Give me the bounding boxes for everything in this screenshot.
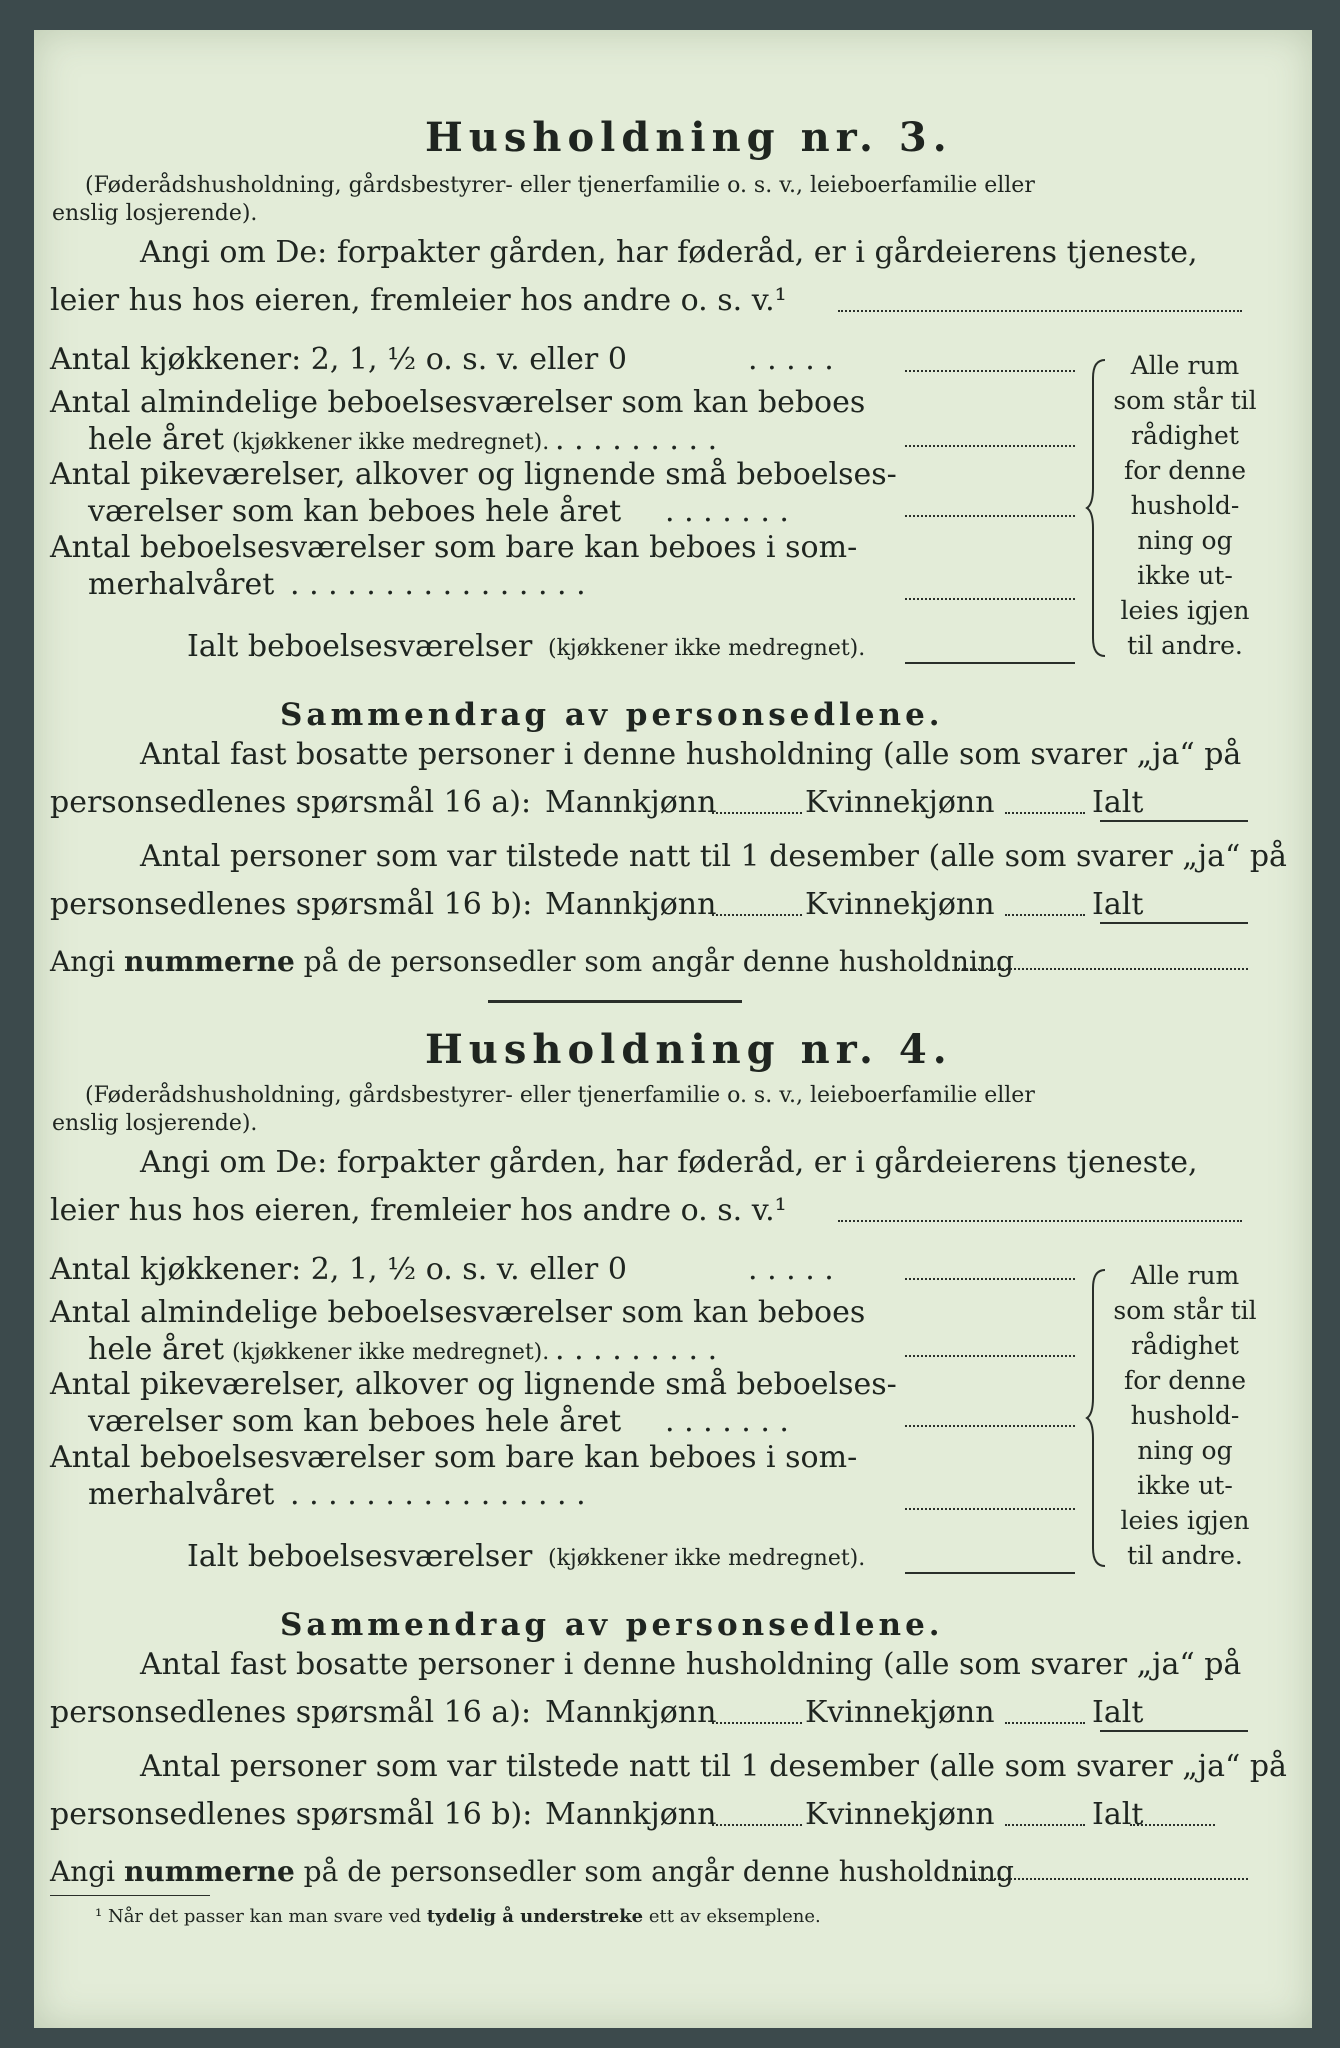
household-type-note-cont: enslig losjerende). [52, 201, 258, 226]
fixed-female-answer-line [1005, 812, 1085, 814]
footnote-divider [50, 1895, 210, 1896]
footnote: ¹ Når det passer kan man svare ved tydelig å understreke ett av eksemplene. [95, 1906, 821, 1927]
present-male-answer-line [712, 914, 802, 916]
slip-numbers-label: Angi nummerne på de personsedler som angår denne husholdning [50, 1855, 1014, 1888]
census-form-page: Husholdning nr. 3. (Føderådshusholdning, gårdsbestyrer- eller tjenerfamilie o. s. v., leieboerfamilie eller enslig losjerende). Angi om De: forpakter gården, har føderåd, er i gårdeierens tjeneste, leier hus hos eieren, fremleier hos andre o. s. v.¹ Antal kjøkkener: 2, 1, ½ o. s. v. eller 0 . . . . . Antal almindelige beboelsesværelser som kan beboes hele året (kjøkkener ikke medregnet). . . . . . . . . . Antal pikeværelser, alkover og lignende små beboelses- værelser som kan beboes hele året . . . . . . . Antal beboelsesværelser som bare kan beboes i som- merhalvåret . . . . . . . . . . . . . . . . Ialt beboelsesværelser (kjøkkener ikke medregnet). Alle rum som står til rådighet for denne hushold- ning og ikke ut- leies igjen til andre. Sammendrag av personsedlene. Antal fast bosatte personer i denne husholdning (alle som svarer „ja“ på personsedlenes spørsmål 16 a): Mannkjønn Kvinnekjønn Ialt Antal personer som var tilstede natt til 1 desember (alle som svarer „ja“ på personsedlenes spørsmål 16 b): Mannkjønn Kvinnekjønn Ialt Angi nummerne på de personsedler som angår denne husholdning Husholdning nr. 4. (Føderådshusholdning, gårdsbestyrer- eller tjenerfamilie o. s. v., leieboerfamilie eller enslig losjerende). Angi om De: forpakter gården, har føderåd, er i gårdeierens tjeneste, leier hus hos eieren, fremleier hos andre o. s. v.¹ Antal kjøkkener: 2, 1, ½ o. s. v. eller 0 . . . . . Antal almindelige beboelsesværelser som kan beboes hele året (kjøkkener ikke medregnet). . . . . . . . . . Antal pikeværelser, alkover og lignende små beboelses- værelser som kan beboes hele året . . . . . . . Antal beboelsesværelser som bare kan beboes i som- merhalvåret . . . . . . . . . . . . . . . . Ialt beboelsesværelser (kjøkkener ikke medregnet). Alle rum som står til rådighet for denne hushold- ning og ikke ut- leies igjen til andre. Sammendrag av personsedlene. Antal fast bosatte personer i denne husholdning (alle som svarer „ja“ på personsedlenes spørsmål 16 a): Mannkjønn Kvinnekjønn Ialt Antal personer som var tilstede natt til 1 desember (alle som svarer „ja“ på personsedlenes spørsmål 16 b): Mannkjønn Kvinnekjønn Ialt Angi nummerne på de personsedler som angår denne husholdning ¹ Når det passer kan man svare ved tydelig å understreke ett av eksemplene. [50, 114, 1287, 1927]
present-male-label: Mannkjønn [545, 887, 717, 922]
household-type-note: (Føderådshusholdning, gårdsbestyrer- eller tjenerfamilie o. s. v., leieboerfamilie eller [85, 173, 1035, 198]
fixed-residents-label-cont: personsedlenes spørsmål 16 a): [50, 785, 532, 820]
fixed-total-answer-line [1100, 820, 1248, 822]
brace-icon [1085, 358, 1109, 658]
brace-icon [1085, 1268, 1109, 1568]
present-female-answer-line [1005, 914, 1085, 916]
maid-rooms-answer-line [905, 1425, 1075, 1427]
present-female-answer-line [1005, 1824, 1085, 1826]
ordinary-rooms-answer-line [905, 1355, 1075, 1357]
kitchens-label: Antal kjøkkener: 2, 1, ½ o. s. v. eller 0 [50, 342, 627, 377]
maid-rooms-label-cont: værelser som kan beboes hele året [88, 1404, 622, 1439]
household-type-note-cont: enslig losjerende). [52, 1111, 258, 1136]
kitchens-answer-line [905, 370, 1075, 372]
summer-rooms-label-cont: merhalvåret [88, 567, 275, 602]
present-persons-label-cont: personsedlenes spørsmål 16 b): [50, 887, 533, 922]
total-rooms-answer-line [905, 1572, 1075, 1574]
brace-note: Alle rum som står til rådighet for denne hushold- ning og ikke ut- leies igjen til andre. [1113, 1261, 1257, 1570]
tenure-answer-line [838, 310, 1242, 312]
summer-rooms-answer-line [905, 1508, 1075, 1510]
summary-title: Sammendrag av personsedlene. [280, 1607, 944, 1643]
fixed-male-label: Mannkjønn [545, 1695, 717, 1730]
summer-rooms-label-cont: merhalvåret [88, 1477, 275, 1512]
present-total-answer-line [1130, 1824, 1215, 1826]
slip-numbers-answer-line [958, 1878, 1248, 1880]
fixed-residents-label: Antal fast bosatte personer i denne husholdning (alle som svarer „ja“ på [140, 1647, 1242, 1682]
fixed-male-answer-line [712, 1722, 802, 1724]
fixed-male-answer-line [712, 812, 802, 814]
tenure-question: Angi om De: forpakter gården, har føderåd, er i gårdeierens tjeneste, [140, 1145, 1198, 1180]
fixed-female-answer-line [1005, 1722, 1085, 1724]
present-total-label: Ialt [1092, 887, 1144, 922]
maid-rooms-label: Antal pikeværelser, alkover og lignende små beboelses- [50, 457, 897, 492]
total-rooms-label: Ialt beboelsesværelser [187, 629, 533, 664]
ordinary-rooms-label: Antal almindelige beboelsesværelser som kan beboes [50, 385, 866, 420]
present-total-answer-line [1100, 922, 1248, 924]
fixed-female-label: Kvinnekjønn [805, 1695, 995, 1730]
maid-rooms-answer-line [905, 515, 1075, 517]
fixed-male-label: Mannkjønn [545, 785, 717, 820]
household-type-note: (Føderådshusholdning, gårdsbestyrer- eller tjenerfamilie o. s. v., leieboerfamilie eller [85, 1083, 1035, 1108]
kitchens-label: Antal kjøkkener: 2, 1, ½ o. s. v. eller 0 [50, 1252, 627, 1287]
summer-rooms-label: Antal beboelsesværelser som bare kan beboes i som- [50, 1440, 858, 1475]
present-total-label: Ialt [1092, 1797, 1144, 1832]
brace-note: Alle rum som står til rådighet for denne hushold- ning og ikke ut- leies igjen til andre. [1113, 351, 1257, 660]
fixed-total-answer-line [1100, 1730, 1248, 1732]
ordinary-rooms-label: Antal almindelige beboelsesværelser som kan beboes [50, 1295, 866, 1330]
total-rooms-label: Ialt beboelsesværelser [187, 1539, 533, 1574]
section-divider [488, 1000, 742, 1003]
ordinary-rooms-answer-line [905, 445, 1075, 447]
total-rooms-note: (kjøkkener ikke medregnet). [548, 636, 866, 661]
tenure-question-cont: leier hus hos eieren, fremleier hos andre o. s. v.¹ [50, 1193, 787, 1228]
slip-numbers-label: Angi nummerne på de personsedler som angår denne husholdning [50, 945, 1014, 978]
tenure-question-cont: leier hus hos eieren, fremleier hos andre o. s. v.¹ [50, 283, 787, 318]
present-female-label: Kvinnekjønn [805, 1797, 995, 1832]
fixed-residents-label: Antal fast bosatte personer i denne husholdning (alle som svarer „ja“ på [140, 737, 1242, 772]
present-male-label: Mannkjønn [545, 1797, 717, 1832]
ordinary-rooms-label-cont: hele året [88, 1332, 224, 1367]
household-title: Husholdning nr. 4. [425, 1026, 953, 1073]
summer-rooms-answer-line [905, 598, 1075, 600]
household-title: Husholdning nr. 3. [425, 114, 953, 161]
present-persons-label-cont: personsedlenes spørsmål 16 b): [50, 1797, 533, 1832]
fixed-female-label: Kvinnekjønn [805, 785, 995, 820]
present-persons-label: Antal personer som var tilstede natt til 1 desember (alle som svarer „ja“ på [140, 1749, 1287, 1784]
fixed-total-label: Ialt [1092, 1695, 1144, 1730]
ordinary-rooms-note: (kjøkkener ikke medregnet). [232, 1340, 550, 1365]
present-female-label: Kvinnekjønn [805, 887, 995, 922]
tenure-question: Angi om De: forpakter gården, har føderåd, er i gårdeierens tjeneste, [140, 235, 1198, 270]
maid-rooms-label: Antal pikeværelser, alkover og lignende små beboelses- [50, 1367, 897, 1402]
total-rooms-note: (kjøkkener ikke medregnet). [548, 1546, 866, 1571]
present-male-answer-line [712, 1824, 802, 1826]
slip-numbers-answer-line [958, 968, 1248, 970]
maid-rooms-label-cont: værelser som kan beboes hele året [88, 494, 622, 529]
ordinary-rooms-note: (kjøkkener ikke medregnet). [232, 430, 550, 455]
summary-title: Sammendrag av personsedlene. [280, 697, 944, 733]
present-persons-label: Antal personer som var tilstede natt til 1 desember (alle som svarer „ja“ på [140, 839, 1287, 874]
summer-rooms-label: Antal beboelsesværelser som bare kan beboes i som- [50, 530, 858, 565]
fixed-residents-label-cont: personsedlenes spørsmål 16 a): [50, 1695, 532, 1730]
fixed-total-label: Ialt [1092, 785, 1144, 820]
tenure-answer-line [838, 1220, 1242, 1222]
total-rooms-answer-line [905, 662, 1075, 664]
kitchens-answer-line [905, 1278, 1075, 1280]
ordinary-rooms-label-cont: hele året [88, 422, 224, 457]
